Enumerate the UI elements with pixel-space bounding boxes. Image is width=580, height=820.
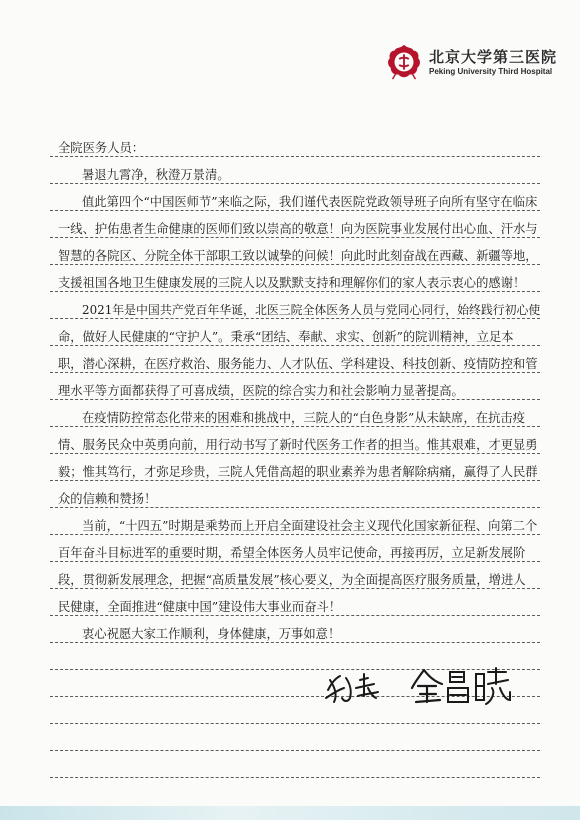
paragraph-line: 理水平等方面都获得了可喜成绩，医院的综合实力和社会影响力显著提高。: [58, 384, 464, 398]
ruled-line: [50, 183, 540, 184]
signature-1: [322, 668, 388, 708]
ruled-line: [50, 345, 540, 346]
ruled-line: [50, 264, 540, 265]
ruled-line: [50, 642, 540, 643]
ruled-line: [50, 534, 540, 535]
ruled-line: [50, 237, 540, 238]
hospital-name-en: Peking University Third Hospital: [429, 66, 553, 76]
signature-2: [410, 664, 514, 708]
paragraph-line: 众的信赖和赞扬！: [58, 492, 157, 506]
ruled-line: [50, 210, 540, 211]
paragraph-line: 值此第四个“中国医师节”来临之际，我们谨代表医院党政领导班子向所有坚守在临床: [82, 195, 538, 209]
paragraph-line: 在疫情防控常态化带来的困难和挑战中，三院人的“白色身影”从未缺席，在抗击疫: [82, 411, 525, 425]
closing-wish: 衷心祝愿大家工作顺利，身体健康，万事如意！: [82, 627, 341, 641]
ruled-line: [50, 318, 540, 319]
ruled-line: [50, 426, 540, 427]
hospital-emblem-icon: [385, 43, 423, 81]
hospital-logo: [385, 42, 557, 82]
paragraph-line: 智慧的各院区、分院全体干部职工致以诚挚的问候！向此时此刻奋战在西藏、新疆等地，: [58, 249, 538, 263]
paragraph-line: 2021年是中国共产党百年华诞，北医三院全体医务人员与党同心同行，始终践行初心使: [82, 303, 540, 317]
salutation: 全院医务人员：: [58, 141, 145, 155]
ruled-line: [50, 399, 540, 400]
ruled-line: [50, 453, 540, 454]
paragraph-line: 支援祖国各地卫生健康发展的三院人以及默默支持和理解你们的家人表示衷心的感谢！: [58, 276, 526, 290]
ruled-line: [50, 588, 540, 589]
ruled-line: [50, 615, 540, 616]
ruled-line: [50, 561, 540, 562]
ruled-line: [50, 750, 540, 751]
paragraph-line: 百年奋斗目标进军的重要时期，希望全体医务人员牢记使命，再接再厉，立足新发展阶: [58, 546, 526, 560]
ruled-line: [50, 156, 540, 157]
paragraph-line: 段，贯彻新发展理念，把握“高质量发展”核心要义，为全面提高医疗服务质量，增进人: [58, 573, 526, 587]
paragraph-line: 职，潜心深耕，在医疗救治、服务能力、人才队伍、学科建设、科技创新、疫情防控和管: [58, 357, 538, 371]
ruled-line: [50, 291, 540, 292]
paragraph-line: 一线、护佑患者生命健康的医师们致以崇高的敬意！向为医院事业发展付出心血、汗水与: [58, 222, 538, 236]
paragraph-line: 情、服务民众中英勇向前，用行动书写了新时代医务工作者的担当。惟其艰难，才更显勇: [58, 438, 538, 452]
ruled-line: [50, 480, 540, 481]
paragraph-line: 民健康，全面推进“健康中国”建设伟大事业而奋斗！: [58, 600, 342, 614]
paragraph-line: 命，做好人民健康的“守护人”。秉承“团结、奉献、求实、创新”的院训精神，立足本: [58, 330, 514, 344]
ruled-line: [50, 507, 540, 508]
paragraph-line: 毅；惟其笃行，才弥足珍贵，三院人凭借高超的职业素养为患者解除病痛，赢得了人民群: [58, 465, 538, 479]
greeting-line: 暑退九霄净，秋澄万景清。: [82, 168, 230, 182]
ruled-line: [50, 777, 540, 778]
ruled-line: [50, 372, 540, 373]
hospital-name-cn: 北京大学第三医院: [429, 47, 558, 66]
paragraph-line: 当前，“十四五”时期是乘势而上开启全面建设社会主义现代化国家新征程、向第二个: [82, 519, 538, 533]
page-bottom-band: [0, 806, 580, 820]
ruled-line: [50, 723, 540, 724]
